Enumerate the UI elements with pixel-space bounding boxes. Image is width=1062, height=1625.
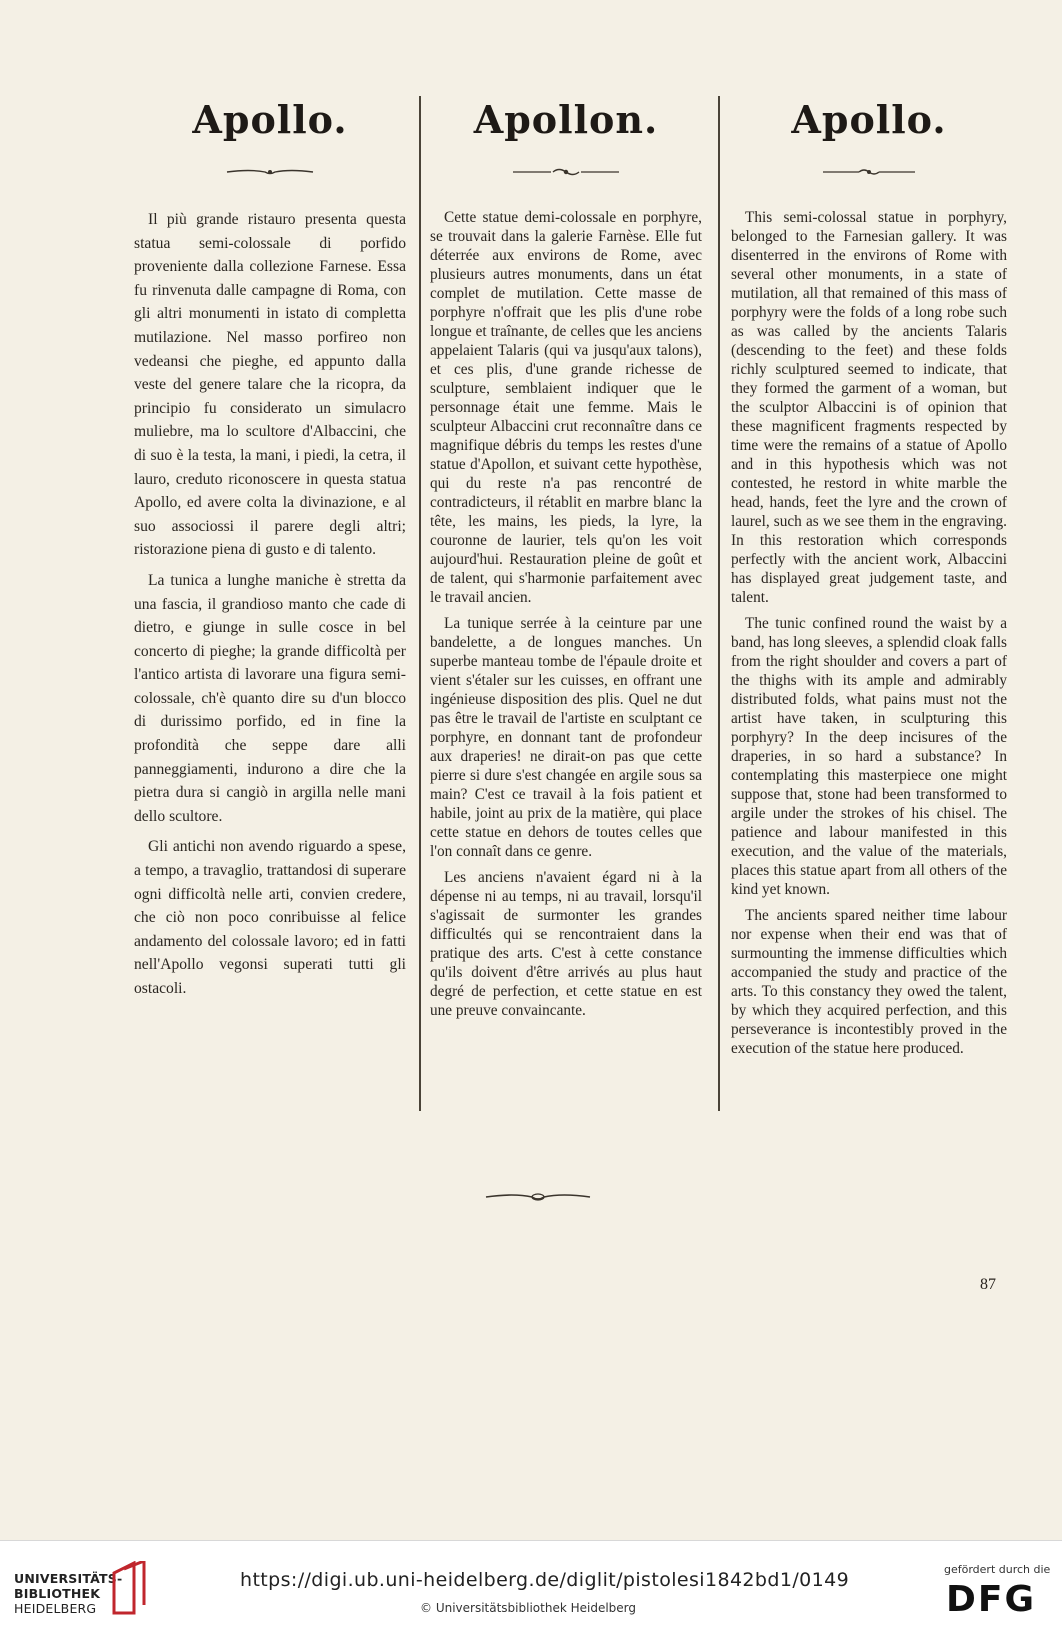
french-column bbox=[430, 88, 702, 1027]
title-ornament bbox=[731, 166, 1007, 184]
english-title: Apollo. bbox=[791, 97, 947, 142]
ub-emblem-icon bbox=[108, 1561, 152, 1615]
library-name-line2: BIBLIOTHEK bbox=[14, 1586, 101, 1601]
viewer-footer bbox=[0, 1540, 1062, 1625]
french-paragraph: Les anciens n'avaient égard ni à la dépense ni au temps, ni au travail, lorsqu'il s'agissait de surmonter les grandes difficultés qui se rencontraient dans la pratique des arts. C'est à cette constance qu'ils doivent d'être arrivés au plus haut degré de perfection, et cette statue en est une preuve convaincante. bbox=[430, 869, 702, 1019]
english-column bbox=[731, 88, 1007, 1065]
italian-paragraph: La tunica a lunghe maniche è stretta da una fascia, il grandioso manto che cade di dietro, e giunge in sulle cosce in bel concerto di pieghe; la grande difficoltà per l'antico artista di lavorare una figura semi-colossale, ch'è quanto dire su d'un blocco di durissimo porfido, ed in fine la profondità che seppe dare alli panneggiamenti, indurono a dire che la pietra dura si cangiò in argilla nelle mani dello scultore. bbox=[134, 571, 406, 825]
page-number: 87 bbox=[980, 1276, 996, 1293]
funding-label: gefördert durch die bbox=[944, 1563, 1051, 1576]
permalink-url[interactable]: https://digi.ub.uni-heidelberg.de/diglit/pistolesi1842bd1/0149 bbox=[240, 1569, 850, 1591]
title-ornament bbox=[134, 166, 406, 184]
french-paragraph: La tunique serrée à la ceinture par une bandelette, a de longues manches. Un superbe manteau tombe de l'épaule droite et vient s'étaler sur les cuisses, en offrant une ingénieuse disposition des plis. Quel ne dut pas être le travail de l'artiste en sculptant ce porphyre, en donnant tant de profondeur aux draperies! ne dirait-on pas que cette pierre si dure s'est changée en argile sous sa main? C'est ce travail à la fois patient et habile, joint au prix de la matière, qui place cette statue en dehors de toutes celles que l'on connaît dans ce genre. bbox=[430, 615, 702, 860]
copyright-notice: © Universitätsbibliothek Heidelberg bbox=[420, 1601, 637, 1615]
column-divider-left bbox=[419, 96, 421, 1111]
italian-title: Apollo. bbox=[192, 97, 348, 142]
column-divider-right bbox=[718, 96, 720, 1111]
library-name-line1: UNIVERSITÄTS- bbox=[14, 1571, 123, 1586]
english-paragraph: The tunic confined round the waist by a band, has long sleeves, a splendid cloak falls from the right shoulder and covers a part of the thighs with its ample and admirably distributed folds, what pains must not the artist have taken, in sculpturing this porphyry? In the deep incisures of the draperies, in so hard a substance? In contemplating this masterpiece one might suppose that, stone had been transformed to argile under the strokes of his chisel. The patience and labour manifested in this execution, and the value of the materials, places this statue apart from all others of the kind yet known. bbox=[731, 615, 1007, 898]
title-ornament bbox=[430, 166, 702, 184]
italian-paragraph: Gli antichi non avendo riguardo a spese, a tempo, a travaglio, trattandosi di superare ogni difficoltà nelle arti, convien credere, che ciò non poco conribuisse al felice andamento del colossale lavoro; ed in fatti nell'Apollo vegonsi superati tutti gli ostacoli. bbox=[134, 838, 406, 997]
ub-heidelberg-logo[interactable] bbox=[14, 1571, 224, 1615]
italian-body bbox=[134, 208, 406, 1001]
italian-column bbox=[134, 88, 406, 1008]
french-title: Apollon. bbox=[473, 97, 659, 142]
french-paragraph: Cette statue demi-colossale en porphyre, se trouvait dans la galerie Farnèse. Elle fut déterrée aux environs de Rome, avec plusieurs autres monuments, dans un état complet de mutilation. Cette masse de porphyre n'offrait que les plis d'une robe longue et traînante, de celles que les anciens appelaient Talaris (qui va jusqu'aux talons), et ces plis, d'une grande richesse de sculpture, semblaient indiquer que le personnage était une femme. Mais le sculpteur Albaccini crut reconnaître dans ce magnifique débris du temps les restes d'une statue d'Apollon, et suivant cette hypothèse, qui du reste n'a pas rencontré de contradicteurs, il rétablit en marbre blanc la tête, les mains, les pieds, la lyre, la couronne de laurier, tels qu'on les voit aujourd'hui. Restauration pleine de goût et de talent, qui s'harmonie parfaitement avec le travail ancien. bbox=[430, 209, 702, 606]
english-paragraph: This semi-colossal statue in porphyry, belonged to the Farnesian gallery. It was disenterred in the environs of Rome with several other monuments, in a state of mutilation, all that remained of this mass of porphyry were the folds of a long robe such as was called by the ancients Talaris (descending to the feet) and these folds richly sculptured seemed to indicate, that they formed the garment of a woman, but the sculptor Albaccini is of opinion that these magnificent fragments respected by time were the remains of a statue of Apollo and in this hypothesis which was not contested, he restord in white marble the head, hands, feet the lyre and the crown of laurel, such as we see them in the engraving. In this restoration which corresponds perfectly with the ancient work, Albaccini has displayed great judgement taste, and talent. bbox=[731, 209, 1007, 606]
end-ornament bbox=[484, 1190, 592, 1204]
english-paragraph: The ancients spared neither time labour nor expense when their end was that of surmounting the immense difficulties which accompanied the study and practice of the arts. To this constancy they owed the talent, by which they acquired perfection, and this perseverance is incontestibly proved in the execution of the statue here produced. bbox=[731, 907, 1007, 1057]
dfg-logo[interactable]: DFG bbox=[946, 1579, 1037, 1620]
library-name-line3: HEIDELBERG bbox=[14, 1601, 97, 1616]
french-body bbox=[430, 208, 702, 1020]
italian-paragraph: Il più grande ristauro presenta questa statua semi-colossale di porfido proveniente dalla collezione Farnese. Essa fu rinvenuta dalle campagne di Roma, con gli altri monumenti in istato di completta mutilazione. Nel masso porfireo non vedeansi che pieghe, ed appunto dalla veste del genere talare che la ricopra, da principio fu considerato un simulacro muliebre, ma lo scultore d'Albaccini, che di suo è la testa, la mani, i piedi, la cetra, il lauro, creduto riconoscere in questa statua Apollo, ed avere colta la divinazione, e al suo associossi il parere degli altri; ristorazione piena di gusto e di talento. bbox=[134, 211, 406, 559]
english-body bbox=[731, 208, 1007, 1058]
